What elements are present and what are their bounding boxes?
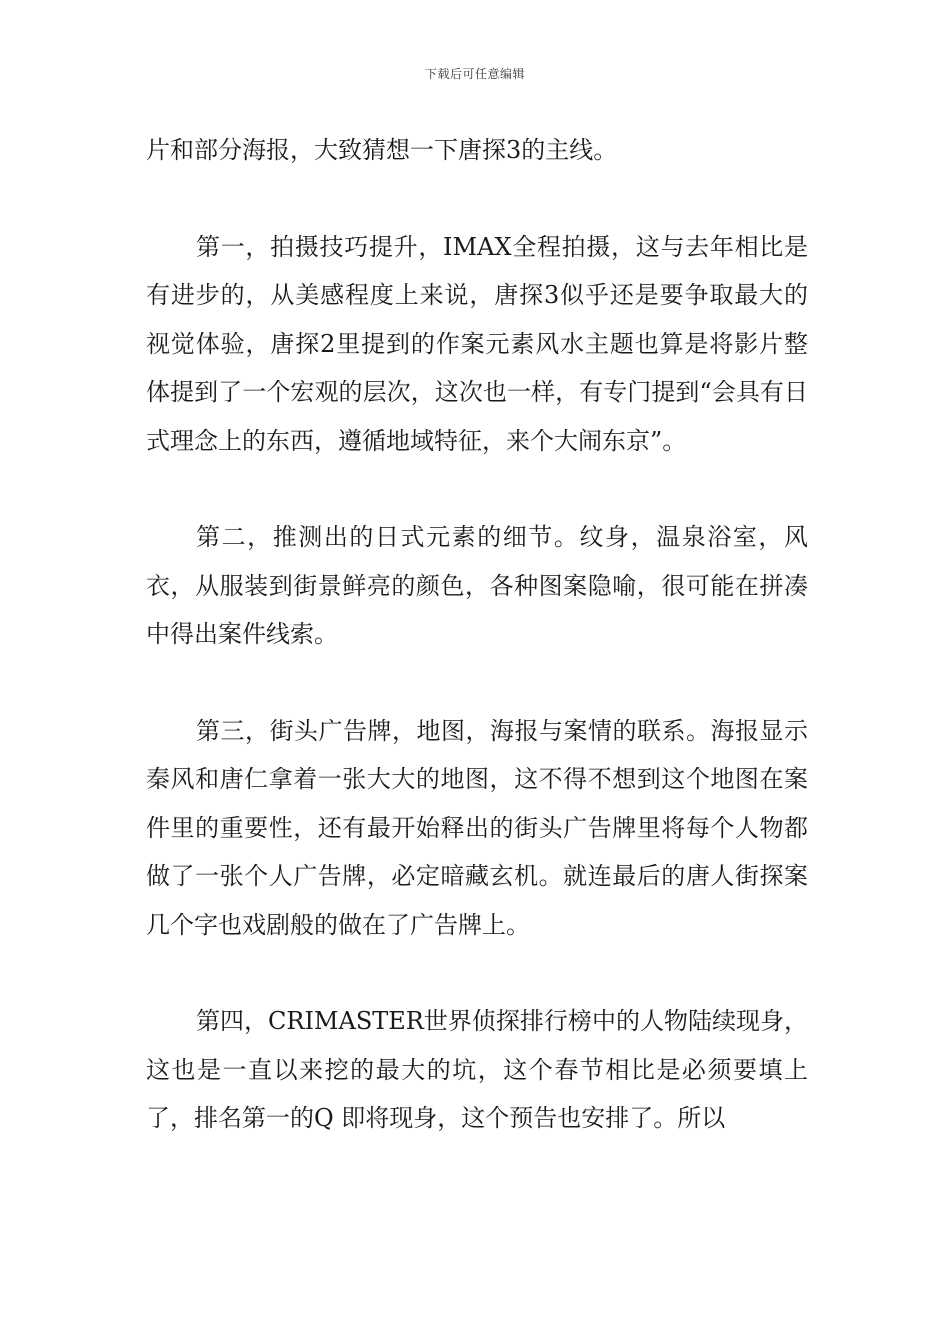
paragraph-gap: [146, 175, 808, 223]
paragraph-gap: [146, 465, 808, 513]
paragraph-continued: 片和部分海报，大致猜想一下唐探3的主线。: [146, 136, 618, 164]
paragraph-fourth-point: 第四，CRIMASTER世界侦探排行榜中的人物陆续现身，这也是一直以来挖的最大的坑，这个春节相比是必须要填上了，排名第一的Q 即将现身，这个预告也安排了。所以: [146, 1007, 808, 1132]
paragraph-gap: [146, 659, 808, 707]
document-body: [146, 126, 808, 1143]
paragraph-first-point: 第一，拍摄技巧提升，IMAX全程拍摄，这与去年相比是有进步的，从美感程度上来说，唐探3似乎还是要争取最大的视觉体验，唐探2里提到的作案元素风水主题也算是将影片整体提到了一个宏观的层次，这次也一样，有专门提到“会具有日式理念上的东西，遵循地域特征，来个大闹东京”。: [146, 232, 808, 455]
page-header: 下载后可任意编辑: [424, 67, 525, 81]
paragraph-third-point: 第三，街头广告牌，地图，海报与案情的联系。海报显示秦风和唐仁拿着一张大大的地图，这不得不想到这个地图在案件里的重要性，还有最开始释出的街头广告牌里将每个人物都做了一张个人广告牌，必定暗藏玄机。就连最后的唐人街探案几个字也戏剧般的做在了广告牌上。: [146, 716, 808, 939]
paragraph-gap: [146, 949, 808, 997]
paragraph-second-point: 第二，推测出的日式元素的细节。纹身，温泉浴室，风衣，从服装到街景鲜亮的颜色，各种图案隐喻，很可能在拼凑中得出案件线索。: [146, 523, 808, 648]
